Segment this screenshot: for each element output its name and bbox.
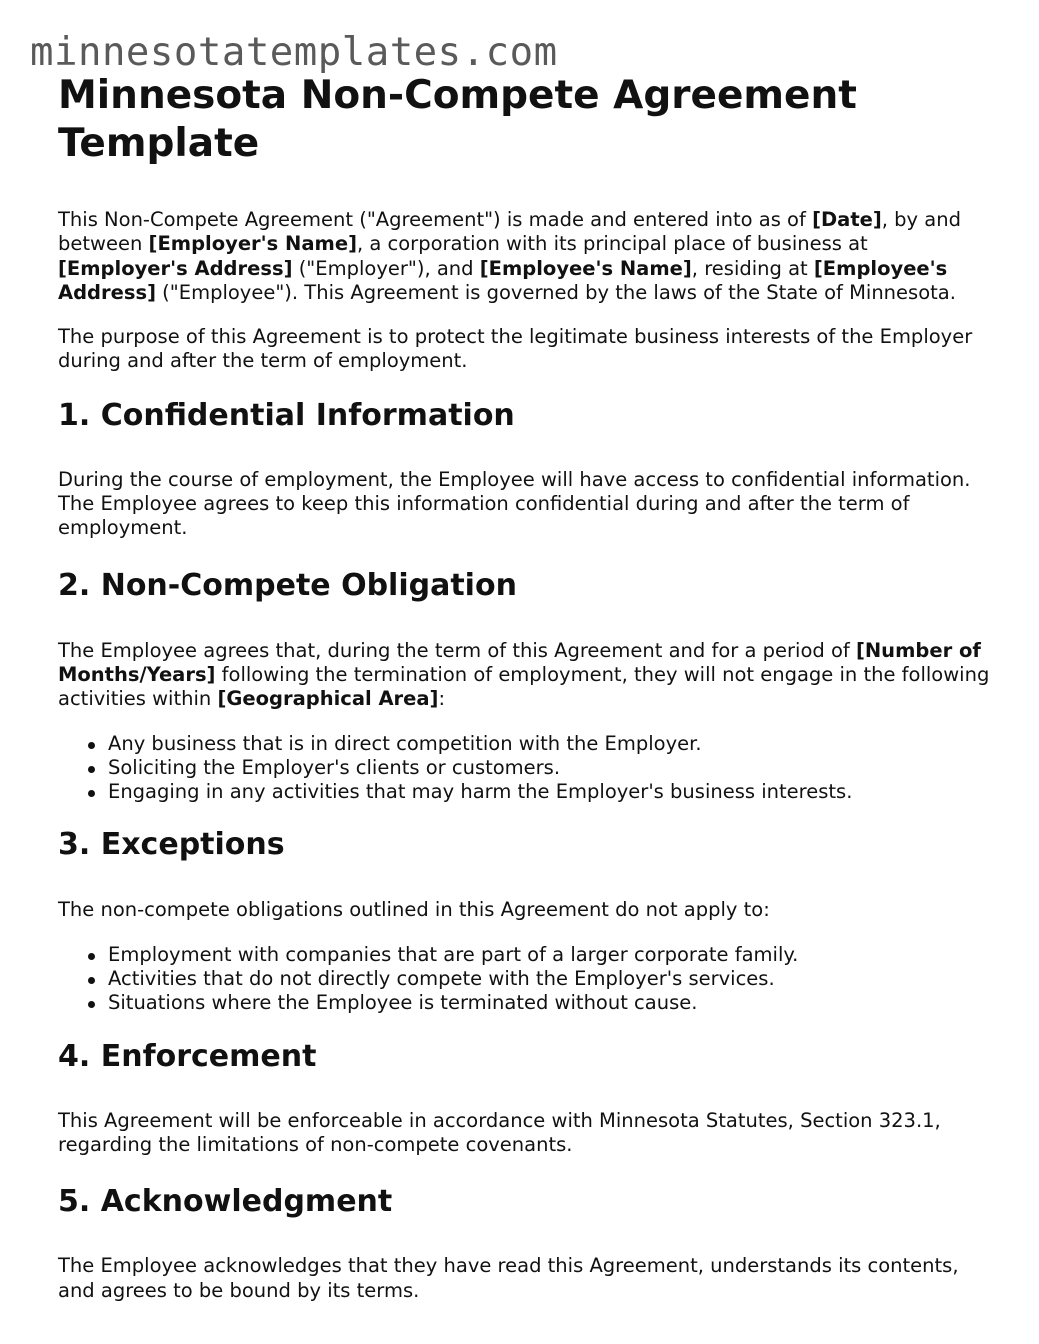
intro-text-5: , residing at	[691, 256, 814, 280]
section-1-body: During the course of employment, the Employee will have access to confidential information. The Employee agrees to keep this information confidential during and after the term of employment.	[58, 467, 971, 540]
employee-name-placeholder: [Employee's Name]	[479, 256, 692, 280]
employee-address-placeholder: [Employee's Address]	[58, 256, 948, 304]
date-placeholder: [Date]	[812, 208, 882, 231]
employer-address-placeholder: [Employer's Address]	[58, 256, 293, 280]
intro-text-2: , by and between	[58, 208, 961, 256]
list-item: Activities that do not directly compete with the Employer's services.	[108, 967, 993, 991]
list-item: Situations where the Employee is terminated without cause.	[108, 991, 993, 1015]
section-1-heading: 1. Confidential Information	[58, 397, 515, 433]
intro-text-6: ("Employee"). This Agreement is governed by the laws of the State of Minnesota.	[155, 280, 956, 304]
list-item: Engaging in any activities that may harm the Employer's business interests.	[108, 780, 993, 804]
area-placeholder: [Geographical Area]	[217, 687, 439, 711]
section-3-body: The non-compete obligations outlined in this Agreement do not apply to:	[58, 898, 770, 922]
document-page	[58, 72, 993, 1303]
employer-name-placeholder: [Employer's Name]	[148, 232, 357, 256]
section-2-body	[58, 639, 993, 712]
section-5-body: The Employee acknowledges that they have read this Agreement, understands its contents, and agrees to be bound by its terms.	[58, 1254, 959, 1302]
period-placeholder: [Number of Months/Years]	[58, 638, 981, 686]
list-item: Any business that is in direct competition with the Employer.	[108, 732, 993, 756]
purpose-paragraph: The purpose of this Agreement is to protect the legitimate business interests of the Employer during and after the term of employment.	[58, 325, 973, 373]
section-2-text-1: The Employee agrees that, during the term of this Agreement and for a period of	[58, 638, 856, 662]
section-4-heading: 4. Enforcement	[58, 1038, 317, 1074]
section-4-body: This Agreement will be enforceable in accordance with Minnesota Statutes, Section 323.1, regarding the limitations of non-compete covenants.	[58, 1108, 941, 1156]
intro-text-4: ("Employer"), and	[292, 256, 480, 280]
section-2-text-3: :	[438, 687, 446, 711]
list-item: Soliciting the Employer's clients or customers.	[108, 756, 993, 780]
intro-text-3: , a corporation with its principal place of business at	[356, 232, 868, 256]
section-2-list	[58, 732, 993, 805]
intro-text-1: This Non-Compete Agreement ("Agreement") is made and entered into as of	[58, 208, 813, 231]
section-3-heading: 3. Exceptions	[58, 827, 285, 863]
section-5-heading: 5. Acknowledgment	[58, 1184, 393, 1220]
document-title: Minnesota Non-Compete Agreement Template	[58, 73, 857, 166]
section-2-heading: 2. Non-Compete Obligation	[58, 567, 517, 603]
site-watermark: minnesotatemplates.com	[30, 30, 558, 75]
intro-paragraph	[58, 208, 993, 305]
section-2-text-2: following the termination of employment, they will not engage in the following activities within	[58, 662, 990, 711]
section-3-list	[58, 943, 993, 1016]
list-item: Employment with companies that are part of a larger corporate family.	[108, 943, 993, 967]
